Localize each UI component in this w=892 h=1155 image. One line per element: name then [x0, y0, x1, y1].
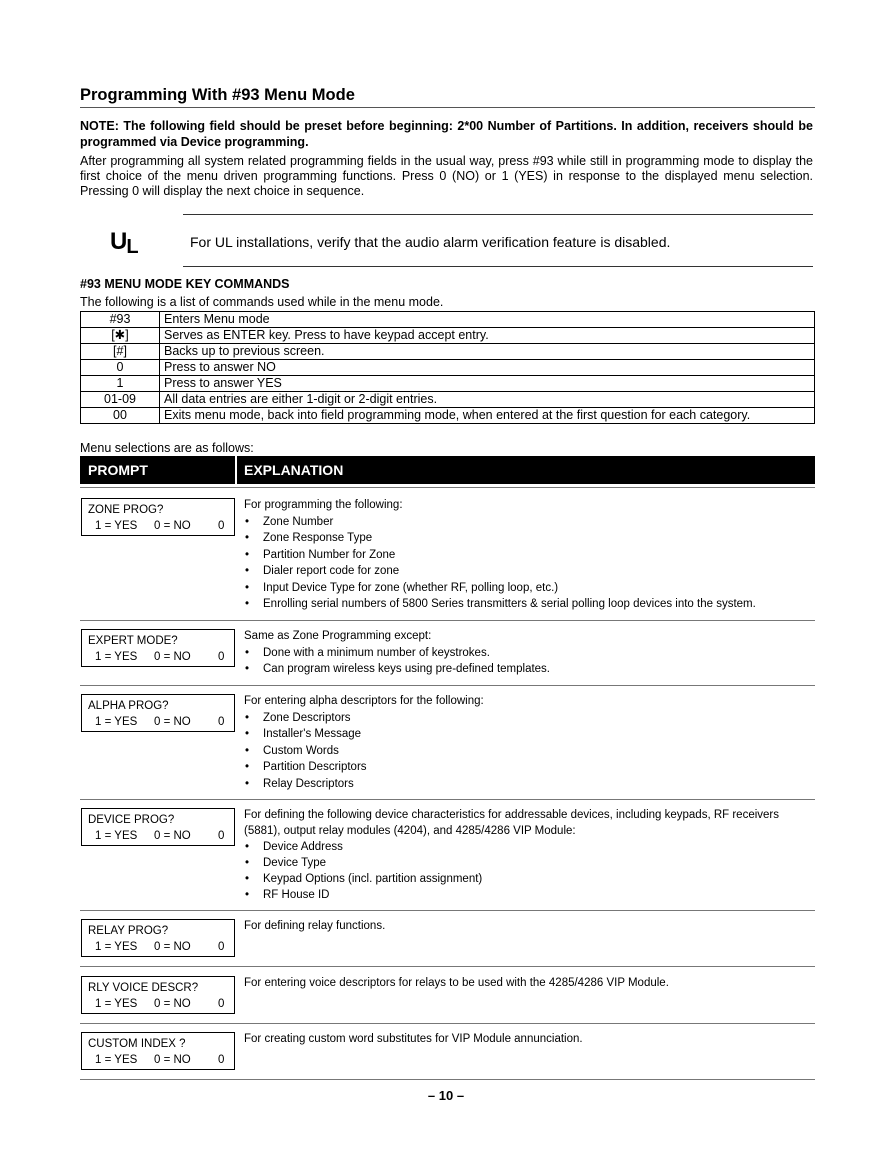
intro-paragraph: After programming all system related programming fields in the usual way, press #93 while still in programming mode to display the first choice of the menu driven programming functions. Press 0 (NO) or 1 (YES) in response to the displayed menu selection. Pressing 0 will display the next choice in sequence. — [80, 154, 813, 198]
prompt-yes: 1 = YES — [95, 998, 138, 1010]
explanation-lead: Same as Zone Programming except: — [244, 630, 432, 642]
key-commands-intro: The following is a list of commands used while in the menu mode. — [80, 295, 444, 309]
explanation — [244, 693, 804, 792]
command-key: 0 — [81, 360, 160, 376]
explanation-lead: For entering voice descriptors for relays to be used with the 4285/4286 VIP Module. — [244, 977, 669, 989]
list-item: • Zone Descriptors — [244, 710, 804, 727]
menu-item-relay-prog — [80, 918, 815, 962]
menu-item-custom-index — [80, 1031, 815, 1075]
list-item: • Installer's Message — [244, 726, 804, 743]
prompt-no: 0 = NO — [154, 520, 191, 532]
list-item: • Device Type — [244, 855, 806, 871]
explanation — [244, 807, 806, 903]
command-description: Press to answer YES — [160, 376, 815, 392]
prompt-text: ALPHA PROG? — [88, 700, 169, 712]
command-description: All data entries are either 1-digit or 2-digit entries. — [160, 392, 815, 408]
list-item: • Device Address — [244, 839, 806, 855]
prompt-yes: 1 = YES — [95, 520, 138, 532]
explanation — [244, 975, 804, 992]
explanation-list — [244, 839, 806, 903]
list-item: • Relay Descriptors — [244, 776, 804, 793]
menu-item-rly-voice-descr — [80, 975, 815, 1019]
list-item: • Done with a minimum number of keystrokes. — [244, 645, 804, 662]
row-rule — [80, 799, 815, 800]
list-item: • Zone Number — [244, 514, 804, 531]
key-commands-title: #93 MENU MODE KEY COMMANDS — [80, 277, 290, 291]
page-heading: Programming With #93 Menu Mode — [80, 86, 355, 104]
key-commands-table — [80, 311, 815, 424]
prompt-value: 0 — [218, 941, 225, 953]
command-key: #93 — [81, 312, 160, 328]
row-rule — [80, 910, 815, 911]
list-item: • RF House ID — [244, 887, 806, 903]
prompt-display — [81, 629, 235, 667]
explanation-column-header: EXPLANATION — [244, 462, 344, 478]
table-row — [81, 376, 815, 392]
explanation-list — [244, 514, 804, 613]
menu-item-expert-mode — [80, 628, 815, 683]
row-rule — [80, 1079, 815, 1080]
prompt-value: 0 — [218, 830, 225, 842]
menu-item-zone-prog — [80, 497, 815, 617]
prompt-text: DEVICE PROG? — [88, 814, 175, 826]
prompt-text: EXPERT MODE? — [88, 635, 178, 647]
prompt-yes: 1 = YES — [95, 941, 138, 953]
table-row — [81, 360, 815, 376]
list-item: • Custom Words — [244, 743, 804, 760]
list-item: • Can program wireless keys using pre-defined templates. — [244, 661, 804, 678]
heading-rule — [80, 107, 815, 108]
explanation — [244, 918, 804, 935]
prompt-column-header: PROMPT — [88, 462, 148, 478]
explanation-lead: For defining the following device characteristics for addressable devices, including keypads, RF receivers (5881), output relay modules (4204), and 4285/4286 VIP Module: — [244, 809, 780, 837]
command-key: 1 — [81, 376, 160, 392]
prompt-value: 0 — [218, 998, 225, 1010]
ul-top-rule — [183, 214, 813, 215]
menu-table-header — [80, 456, 815, 484]
command-key: 01-09 — [81, 392, 160, 408]
explanation — [244, 1031, 804, 1048]
prompt-no: 0 = NO — [154, 651, 191, 663]
command-description: Press to answer NO — [160, 360, 815, 376]
command-description: Serves as ENTER key. Press to have keypad accept entry. — [160, 328, 815, 344]
prompt-value: 0 — [218, 1054, 225, 1066]
table-row — [81, 408, 815, 424]
list-item: • Zone Response Type — [244, 530, 804, 547]
menu-selections-intro: Menu selections are as follows: — [80, 441, 254, 455]
prompt-display — [81, 976, 235, 1014]
explanation-lead: For entering alpha descriptors for the following: — [244, 695, 484, 707]
table-row — [81, 344, 815, 360]
ul-notice-text: For UL installations, verify that the audio alarm verification feature is disabled. — [190, 234, 671, 250]
prompt-value: 0 — [218, 716, 225, 728]
prompt-display — [81, 694, 235, 732]
row-rule — [80, 685, 815, 686]
explanation-lead: For defining relay functions. — [244, 920, 386, 932]
prompt-text: CUSTOM INDEX ? — [88, 1038, 186, 1050]
prompt-yes: 1 = YES — [95, 651, 138, 663]
row-rule — [80, 620, 815, 621]
row-rule — [80, 966, 815, 967]
prompt-no: 0 = NO — [154, 1054, 191, 1066]
prompt-no: 0 = NO — [154, 830, 191, 842]
explanation-lead: For creating custom word substitutes for VIP Module annunciation. — [244, 1033, 583, 1045]
prompt-yes: 1 = YES — [95, 830, 138, 842]
row-rule — [80, 1023, 815, 1024]
menu-item-alpha-prog — [80, 693, 815, 795]
command-key: [✱] — [81, 328, 160, 344]
list-item: • Dialer report code for zone — [244, 563, 804, 580]
prompt-value: 0 — [218, 520, 225, 532]
header-divider — [235, 456, 237, 484]
preset-note: NOTE: The following field should be preset before beginning: 2*00 Number of Partitions. In addition, receivers should be programmed via Device programming. — [80, 119, 813, 149]
prompt-no: 0 = NO — [154, 998, 191, 1010]
header-rule — [80, 487, 815, 488]
prompt-yes: 1 = YES — [95, 1054, 138, 1066]
prompt-display — [81, 919, 235, 957]
prompt-display — [81, 498, 235, 536]
page-number: – 10 – — [427, 1088, 465, 1103]
command-description: Backs up to previous screen. — [160, 344, 815, 360]
prompt-value: 0 — [218, 651, 225, 663]
table-row — [81, 328, 815, 344]
prompt-display — [81, 808, 235, 846]
command-description: Enters Menu mode — [160, 312, 815, 328]
menu-item-device-prog — [80, 807, 815, 907]
ul-bottom-rule — [183, 266, 813, 267]
prompt-no: 0 = NO — [154, 716, 191, 728]
table-row — [81, 312, 815, 328]
list-item: • Partition Descriptors — [244, 759, 804, 776]
list-item: • Input Device Type for zone (whether RF, polling loop, etc.) — [244, 580, 804, 597]
explanation-lead: For programming the following: — [244, 499, 403, 511]
explanation-list — [244, 710, 804, 793]
list-item: • Keypad Options (incl. partition assignment) — [244, 871, 806, 887]
command-description: Exits menu mode, back into field programming mode, when entered at the first question for each category. — [160, 408, 815, 424]
explanation — [244, 628, 804, 678]
ul-logo-icon: UL — [110, 228, 138, 258]
prompt-text: ZONE PROG? — [88, 504, 164, 516]
command-key: [#] — [81, 344, 160, 360]
command-key: 00 — [81, 408, 160, 424]
prompt-text: RLY VOICE DESCR? — [88, 982, 199, 994]
prompt-no: 0 = NO — [154, 941, 191, 953]
list-item: • Partition Number for Zone — [244, 547, 804, 564]
explanation-list — [244, 645, 804, 678]
prompt-display — [81, 1032, 235, 1070]
prompt-yes: 1 = YES — [95, 716, 138, 728]
prompt-text: RELAY PROG? — [88, 925, 169, 937]
table-row — [81, 392, 815, 408]
explanation — [244, 497, 804, 613]
list-item: • Enrolling serial numbers of 5800 Series transmitters & serial polling loop devices into the system. — [244, 596, 804, 613]
